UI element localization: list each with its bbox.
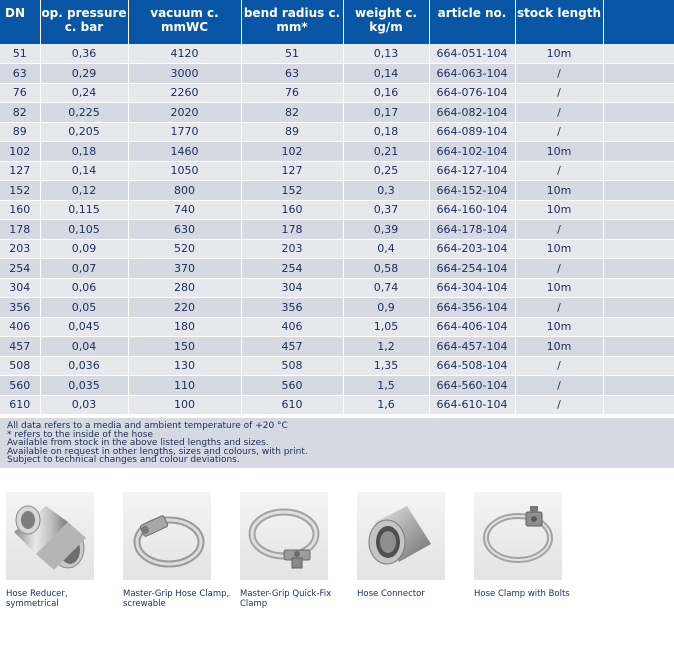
table-row: [0, 356, 674, 376]
table-cell: 610: [0, 395, 40, 415]
table-cell: 76: [241, 83, 343, 103]
table-cell: 0,21: [343, 142, 429, 162]
table-cell: 664-254-104: [429, 259, 515, 279]
table-cell: 664-508-104: [429, 356, 515, 376]
table-cell: 10m: [515, 337, 603, 357]
table-row: [0, 337, 674, 357]
table-cell: 0,16: [343, 83, 429, 103]
table-cell: 0,12: [40, 181, 128, 201]
table-cell: 280: [128, 278, 241, 298]
table-cell: 51: [241, 44, 343, 64]
accessory-gallery: [0, 492, 674, 612]
table-cell: 1,05: [343, 317, 429, 337]
table-cell: 508: [0, 356, 40, 376]
table-cell: [603, 337, 674, 357]
header-op-pressure: op. pressure c. bar: [40, 0, 128, 44]
table-cell: /: [515, 220, 603, 240]
table-cell: [603, 298, 674, 318]
table-cell: 664-203-104: [429, 239, 515, 259]
table-cell: 664-560-104: [429, 376, 515, 396]
table-cell: 63: [241, 64, 343, 84]
table-cell: 0,035: [40, 376, 128, 396]
product-caption: Hose Reducer, symmetrical: [6, 589, 68, 609]
table-cell: /: [515, 103, 603, 123]
table-cell: 10m: [515, 278, 603, 298]
table-cell: [603, 220, 674, 240]
table-row: [0, 317, 674, 337]
table-cell: [603, 161, 674, 181]
table-cell: 82: [241, 103, 343, 123]
table-cell: 0,04: [40, 337, 128, 357]
hose-clamp-screw-icon: [123, 492, 211, 580]
table-cell: 1,35: [343, 356, 429, 376]
table-cell: 0,14: [40, 161, 128, 181]
table-cell: 664-152-104: [429, 181, 515, 201]
table-cell: 82: [0, 103, 40, 123]
product-quick-fix-clamp[interactable]: [240, 492, 356, 609]
header-dn: DN: [0, 0, 40, 44]
table-cell: 152: [0, 181, 40, 201]
table-cell: [603, 376, 674, 396]
table-cell: 178: [0, 220, 40, 240]
table-cell: 664-102-104: [429, 142, 515, 162]
table-cell: 0,3: [343, 181, 429, 201]
table-body: [0, 44, 674, 415]
table-cell: 356: [241, 298, 343, 318]
table-cell: 150: [128, 337, 241, 357]
table-cell: 0,36: [40, 44, 128, 64]
table-cell: 0,036: [40, 356, 128, 376]
table-cell: 0,17: [343, 103, 429, 123]
table-cell: [603, 200, 674, 220]
table-cell: 0,07: [40, 259, 128, 279]
table-cell: 800: [128, 181, 241, 201]
table-cell: 0,205: [40, 122, 128, 142]
table-cell: 664-076-104: [429, 83, 515, 103]
table-cell: [603, 64, 674, 84]
table-row: [0, 298, 674, 318]
notes-box: [0, 418, 674, 468]
table-cell: 110: [128, 376, 241, 396]
table-cell: [603, 259, 674, 279]
table-cell: 406: [241, 317, 343, 337]
table-cell: 102: [0, 142, 40, 162]
table-cell: 630: [128, 220, 241, 240]
table-cell: 664-406-104: [429, 317, 515, 337]
table-cell: 130: [128, 356, 241, 376]
table-cell: 0,06: [40, 278, 128, 298]
table-cell: 664-089-104: [429, 122, 515, 142]
table-cell: 406: [0, 317, 40, 337]
header-stock-length: stock length: [515, 0, 603, 44]
table-cell: [603, 181, 674, 201]
table-cell: [603, 83, 674, 103]
product-hose-clamp-bolts[interactable]: [474, 492, 590, 599]
table-cell: 10m: [515, 317, 603, 337]
table-cell: 160: [0, 200, 40, 220]
table-row: [0, 44, 674, 64]
note-line: Available from stock in the above listed lengths and sizes.: [7, 438, 269, 449]
note-line: All data refers to a media and ambient temperature of +20 °C: [7, 421, 288, 431]
table-cell: [603, 122, 674, 142]
table-cell: [603, 356, 674, 376]
table-cell: 0,105: [40, 220, 128, 240]
table-cell: 664-082-104: [429, 103, 515, 123]
table-cell: 0,24: [40, 83, 128, 103]
hose-reducer-icon: [6, 492, 94, 580]
table-cell: 0,045: [40, 317, 128, 337]
table-cell: 180: [128, 317, 241, 337]
table-cell: 203: [241, 239, 343, 259]
table-cell: 664-610-104: [429, 395, 515, 415]
quick-fix-clamp-icon: [240, 492, 328, 580]
table-cell: 457: [0, 337, 40, 357]
table-cell: [603, 142, 674, 162]
table-cell: 740: [128, 200, 241, 220]
product-caption: Hose Clamp with Bolts: [474, 589, 570, 599]
table-cell: 0,4: [343, 239, 429, 259]
table-cell: 0,25: [343, 161, 429, 181]
table-cell: 0,18: [343, 122, 429, 142]
table-row: [0, 103, 674, 123]
table-cell: 560: [241, 376, 343, 396]
table-cell: 2020: [128, 103, 241, 123]
table-cell: /: [515, 298, 603, 318]
table-cell: 10m: [515, 44, 603, 64]
table-row: [0, 239, 674, 259]
table-cell: 178: [241, 220, 343, 240]
table-cell: 160: [241, 200, 343, 220]
table-cell: 356: [0, 298, 40, 318]
table-cell: 1770: [128, 122, 241, 142]
table-cell: 220: [128, 298, 241, 318]
table-cell: 304: [241, 278, 343, 298]
table-cell: /: [515, 259, 603, 279]
product-hose-reducer[interactable]: [6, 492, 122, 609]
table-cell: 1,5: [343, 376, 429, 396]
table-cell: 664-457-104: [429, 337, 515, 357]
table-cell: 127: [0, 161, 40, 181]
table-cell: 10m: [515, 181, 603, 201]
table-row: [0, 376, 674, 396]
header-article-no: article no.: [429, 0, 515, 44]
table-cell: 1050: [128, 161, 241, 181]
table-cell: 2260: [128, 83, 241, 103]
table-cell: /: [515, 376, 603, 396]
table-cell: 0,115: [40, 200, 128, 220]
table-cell: 1460: [128, 142, 241, 162]
table-cell: 0,13: [343, 44, 429, 64]
table-cell: 1,6: [343, 395, 429, 415]
table-row: [0, 395, 674, 415]
table-cell: 0,14: [343, 64, 429, 84]
table-cell: 254: [0, 259, 40, 279]
header-bend-radius: bend radius c. mm*: [241, 0, 343, 44]
header-blank: [603, 0, 674, 44]
table-cell: 51: [0, 44, 40, 64]
hose-clamp-bolts-icon: [474, 492, 562, 580]
table-cell: [603, 278, 674, 298]
table-row: [0, 142, 674, 162]
table-cell: 10m: [515, 142, 603, 162]
table-row: [0, 64, 674, 84]
table-cell: 664-051-104: [429, 44, 515, 64]
note-line: Available on request in other lengths, sizes and colours, with print.: [7, 446, 308, 457]
table-cell: 508: [241, 356, 343, 376]
table-cell: 0,39: [343, 220, 429, 240]
header-vacuum: vacuum c. mmWC: [128, 0, 241, 44]
table-cell: 89: [0, 122, 40, 142]
table-cell: [603, 317, 674, 337]
table-cell: 254: [241, 259, 343, 279]
header-weight: weight c. kg/m: [343, 0, 429, 44]
table-cell: 152: [241, 181, 343, 201]
table-cell: 610: [241, 395, 343, 415]
table-cell: 203: [0, 239, 40, 259]
table-cell: 76: [0, 83, 40, 103]
table-cell: 0,18: [40, 142, 128, 162]
table-cell: 304: [0, 278, 40, 298]
table-cell: /: [515, 83, 603, 103]
table-cell: 457: [241, 337, 343, 357]
table-cell: 664-160-104: [429, 200, 515, 220]
hose-connector-icon: [357, 492, 445, 580]
table-cell: [603, 395, 674, 415]
product-caption: Hose Connector: [357, 589, 425, 599]
table-cell: 10m: [515, 239, 603, 259]
table-cell: 664-178-104: [429, 220, 515, 240]
table-cell: 0,29: [40, 64, 128, 84]
table-cell: 127: [241, 161, 343, 181]
table-cell: /: [515, 122, 603, 142]
table-cell: 0,05: [40, 298, 128, 318]
table-cell: [603, 44, 674, 64]
table-cell: /: [515, 395, 603, 415]
table-header: [0, 0, 674, 44]
table-row: [0, 220, 674, 240]
table-cell: 89: [241, 122, 343, 142]
table-cell: /: [515, 64, 603, 84]
table-row: [0, 278, 674, 298]
product-hose-clamp-screwable[interactable]: [123, 492, 239, 609]
table-cell: 0,03: [40, 395, 128, 415]
table-cell: 100: [128, 395, 241, 415]
table-cell: 0,74: [343, 278, 429, 298]
table-cell: 1,2: [343, 337, 429, 357]
table-row: [0, 181, 674, 201]
table-row: [0, 200, 674, 220]
table-cell: 560: [0, 376, 40, 396]
table-cell: [603, 103, 674, 123]
table-cell: 10m: [515, 200, 603, 220]
product-hose-connector[interactable]: [357, 492, 473, 599]
table-cell: 0,09: [40, 239, 128, 259]
table-row: [0, 161, 674, 181]
table-cell: /: [515, 356, 603, 376]
note-line: * refers to the inside of the hose: [7, 429, 153, 440]
table-row: [0, 122, 674, 142]
table-cell: 4120: [128, 44, 241, 64]
table-cell: 664-304-104: [429, 278, 515, 298]
table-cell: /: [515, 161, 603, 181]
table-cell: 102: [241, 142, 343, 162]
table-cell: 664-356-104: [429, 298, 515, 318]
note-line: Subject to technical changes and colour deviations.: [7, 455, 240, 466]
table-cell: 0,37: [343, 200, 429, 220]
table-cell: 520: [128, 239, 241, 259]
table-cell: 0,225: [40, 103, 128, 123]
product-caption: Master-Grip Quick-Fix Clamp: [240, 589, 332, 609]
table-cell: 0,58: [343, 259, 429, 279]
product-caption: Master-Grip Hose Clamp, screwable: [123, 589, 230, 609]
table-cell: 3000: [128, 64, 241, 84]
table-cell: 664-063-104: [429, 64, 515, 84]
table-cell: 370: [128, 259, 241, 279]
table-cell: 0,9: [343, 298, 429, 318]
table-cell: 63: [0, 64, 40, 84]
table-cell: [603, 239, 674, 259]
table-cell: 664-127-104: [429, 161, 515, 181]
table-row: [0, 83, 674, 103]
table-row: [0, 259, 674, 279]
